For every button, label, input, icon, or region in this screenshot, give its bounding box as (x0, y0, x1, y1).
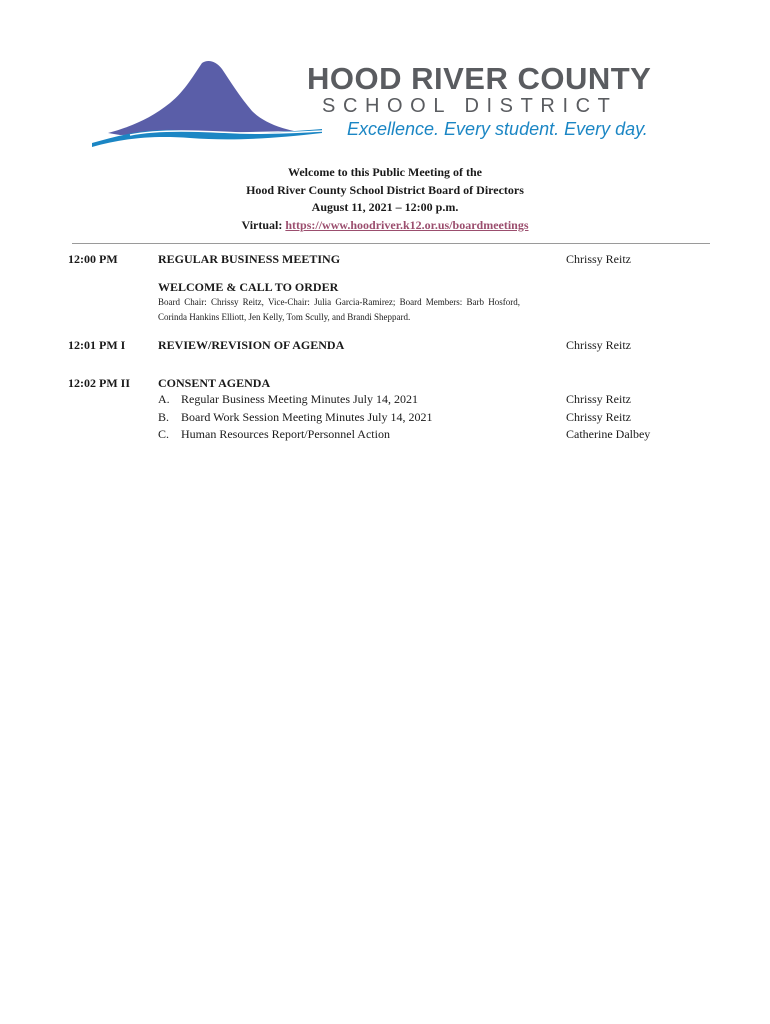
agenda-time: 12:00 PM (68, 252, 118, 266)
consent-item (158, 427, 758, 445)
consent-item-letter: B. (158, 409, 170, 424)
virtual-meeting-link[interactable]: https://www.hoodriver.k12.or.us/boardmeetings (285, 217, 529, 232)
mountain-wave-icon (90, 55, 330, 155)
consent-item-presenter: Catherine Dalbey (566, 427, 651, 441)
consent-agenda-items (158, 392, 758, 445)
consent-item-text: Human Resources Report/Personnel Action (181, 427, 390, 441)
logo-tagline: Excellence. Every student. Every day. (347, 119, 648, 139)
consent-item-text: Board Work Session Meeting Minutes July 14, 2021 (181, 409, 433, 424)
consent-item (158, 410, 758, 428)
header-board: Hood River County School District Board of Directors (246, 182, 524, 197)
header-welcome: Welcome to this Public Meeting of the (288, 165, 482, 179)
header-virtual (0, 217, 770, 235)
consent-item-letter: C. (158, 427, 170, 441)
agenda-title: CONSENT AGENDA (158, 376, 271, 390)
meeting-header (0, 164, 770, 234)
board-members-note: Board Chair: Chrissy Reitz, Vice-Chair: Julia Garcia-Ramirez; Board Members: Barb Hosford, Corinda Hankins Elliott, Jen Kelly, Tom Scully, and Brandi Sheppard. (158, 297, 520, 322)
agenda-time: 12:01 PM I (68, 338, 126, 352)
consent-item-presenter: Chrissy Reitz (566, 409, 631, 424)
consent-item (158, 392, 758, 410)
virtual-label: Virtual: (241, 217, 286, 232)
logo-subtitle: SCHOOL DISTRICT (322, 95, 618, 117)
district-logo (90, 55, 650, 155)
agenda-title: REVIEW/REVISION OF AGENDA (158, 338, 345, 352)
agenda-time: 12:02 PM II (68, 376, 130, 390)
consent-item-letter: A. (158, 392, 170, 406)
logo-district-name: HOOD RIVER COUNTY (307, 61, 652, 96)
header-divider (72, 243, 710, 244)
agenda-title: WELCOME & CALL TO ORDER (158, 280, 339, 294)
agenda-title: REGULAR BUSINESS MEETING (158, 252, 341, 266)
consent-item-presenter: Chrissy Reitz (566, 392, 631, 406)
agenda-presenter: Chrissy Reitz (566, 252, 631, 266)
consent-item-text: Regular Business Meeting Minutes July 14, 2021 (181, 392, 418, 406)
header-date: August 11, 2021 – 12:00 p.m. (311, 200, 459, 214)
agenda-presenter: Chrissy Reitz (566, 338, 631, 352)
